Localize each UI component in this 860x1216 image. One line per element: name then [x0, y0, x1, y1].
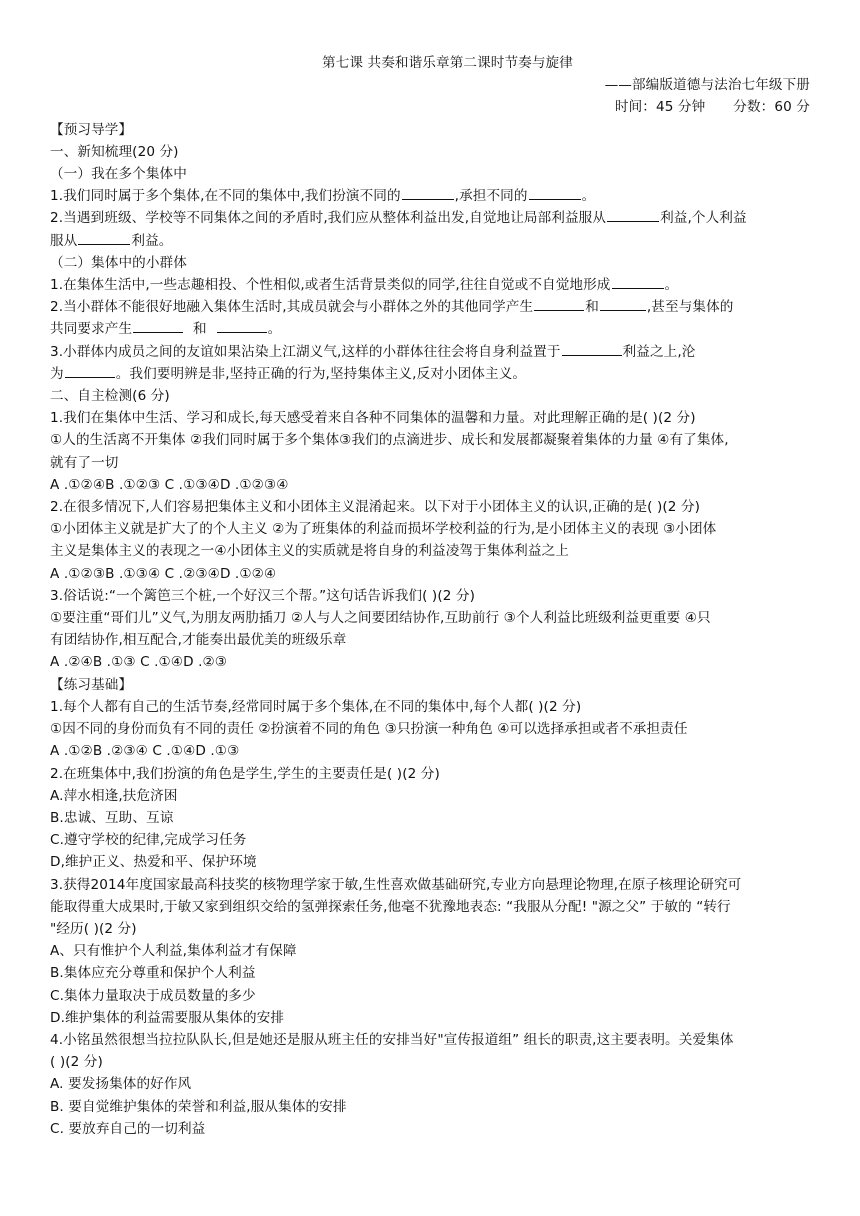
answer-blank[interactable]	[133, 318, 183, 333]
question-stem-cont: ( )(2 分)	[50, 1054, 103, 1071]
subsection-title: （二）集体中的小群体	[50, 254, 187, 271]
answer-blank[interactable]	[217, 318, 267, 333]
question-stem: 3.俗话说:“一个篱笆三个桩,一个好汉三个帮。”这句话告诉我们( )(2 分)	[50, 587, 475, 604]
fill-question: 3.小群体内成员之间的友谊如果沾染上江湖义气,这样的小群体往往会将自身利益置于 利益之上,沦	[50, 341, 810, 363]
fill-question-cont: 服从 利益。	[50, 230, 810, 252]
option-c[interactable]: C. 要放弃自己的一切利益	[50, 1120, 206, 1137]
fill-question: 1.在集体生活中,一些志趣相投、个性相似,或者生活背景类似的同学,往往自觉或不自觉地形成 。	[50, 274, 810, 296]
subsection-title: （一）我在多个集体中	[50, 166, 187, 183]
question-options[interactable]: A .②④B .①③ C .①④D .②③	[50, 654, 228, 671]
option-b[interactable]: B.忠诚、互助、互谅	[50, 809, 174, 826]
option-d[interactable]: D,维护正义、热爱和平、保护环境	[50, 854, 257, 871]
answer-blank[interactable]	[78, 230, 130, 245]
fill-question-cont: 共同要求产生 和 。	[50, 318, 810, 340]
option-b[interactable]: B. 要自觉维护集体的荣誉和利益,服从集体的安排	[50, 1098, 347, 1115]
question-stem: 1.每个人都有自己的生活节奏,经常同时属于多个集体,在不同的集体中,每个人都( )(2 分)	[50, 698, 582, 715]
answer-blank[interactable]	[534, 296, 584, 311]
option-a[interactable]: A. 要发扬集体的好作风	[50, 1076, 192, 1093]
page-subtitle: ——部编版道德与法治七年级下册	[604, 77, 810, 94]
option-c[interactable]: C.集体力量取决于成员数量的多少	[50, 987, 256, 1004]
total-score: 分数：60 分	[733, 99, 810, 116]
fill-question: 2.当小群体不能很好地融入集体生活时,其成员就会与小群体之外的其他同学产生 和 ,甚至与集体的	[50, 296, 810, 318]
exam-meta	[50, 96, 810, 118]
question-stem: 3.获得2014年度国家最高科技奖的核物理学家于敏,生性喜欢做基础研究,专业方向悬理论物理,在原子核理论研究可	[50, 876, 742, 893]
question-statements-cont: 有团结协作,相互配合,才能奏出最优美的班级乐章	[50, 632, 347, 649]
fill-question: 1.我们同时属于多个集体,在不同的集体中,我们扮演不同的 ,承担不同的 。	[50, 185, 810, 207]
fill-question: 2.当遇到班级、学校等不同集体之间的矛盾时,我们应从整体利益出发,自觉地让局部利益服从 利益,个人利益	[50, 207, 810, 229]
question-options[interactable]: A .①②④B .①②③ C .①③④D .①②③④	[50, 476, 289, 493]
question-stem: 2.在很多情况下,人们容易把集体主义和小团体主义混淆起来。以下对于小团体主义的认识,正确的是( )(2 分)	[50, 499, 701, 516]
answer-blank[interactable]	[600, 296, 646, 311]
question-statements: ①要注重“哥们儿”义气,为朋友两肋插刀 ②人与人之间要团结协作,互助前行 ③个人利益比班级利益更重要 ④只	[50, 610, 711, 627]
option-d[interactable]: D.维护集体的利益需要服从集体的安排	[50, 1009, 285, 1026]
answer-blank[interactable]	[607, 207, 659, 222]
question-options[interactable]: A .①②B .②③④ C .①④D .①③	[50, 743, 240, 760]
option-b[interactable]: B.集体应充分尊重和保护个人利益	[50, 965, 256, 982]
answer-blank[interactable]	[562, 341, 622, 356]
question-stem-cont: "经历( )(2 分)	[50, 920, 137, 937]
option-a[interactable]: A.萍水相逢,扶危济困	[50, 787, 178, 804]
question-stem-cont: 能取得重大成果时,于敏又家到组织交给的氢弹探索任务,他毫不犹豫地表态: “我服从分配! "源之父” 于敏的 “转行	[50, 898, 731, 915]
question-stem: 1.我们在集体中生活、学习和成长,每天感受着来自各种不同集体的温馨和力量。对此理解正确的是( )(2 分)	[50, 410, 696, 427]
question-statements-cont: 就有了一切	[50, 454, 119, 471]
question-stem: 4.小铭虽然很想当拉拉队队长,但是她还是服从班主任的安排当好"宣传报道组” 组长的职责,这主要表明。关爱集体	[50, 1031, 734, 1048]
answer-blank[interactable]	[402, 185, 454, 200]
option-c[interactable]: C.遵守学校的纪律,完成学习任务	[50, 832, 247, 849]
answer-blank[interactable]	[612, 274, 664, 289]
question-options[interactable]: A .①②③B .①③④ C .②③④D .①②④	[50, 565, 277, 582]
answer-blank[interactable]	[65, 363, 115, 378]
question-stem: 2.在班集体中,我们扮演的角色是学生,学生的主要责任是( )(2 分)	[50, 765, 440, 782]
section-heading-practice: 【练习基础】	[50, 676, 133, 693]
section-heading-preview: 【预习导学】	[50, 121, 133, 138]
question-statements: ①人的生活离不开集体 ②我们同时属于多个集体③我们的点滴进步、成长和发展都凝聚着集体的力量 ④有了集体,	[50, 432, 729, 449]
part-title-selfcheck: 二、自主检测(6 分)	[50, 388, 170, 405]
question-statements: ①小团体主义就是扩大了的个人主义 ②为了班集体的利益而损坏学校利益的行为,是小团体主义的表现 ③小团体	[50, 521, 717, 538]
part-title-knowledge: 一、新知梳理(20 分)	[50, 143, 179, 160]
question-statements: ①因不同的身份而负有不同的责任 ②扮演着不同的角色 ③只扮演一种角色 ④可以选择承担或者不承担责任	[50, 721, 688, 738]
fill-question-cont: 为 。我们要明辨是非,坚持正确的行为,坚持集体主义,反对小团体主义。	[50, 363, 810, 385]
answer-blank[interactable]	[529, 185, 581, 200]
page-title: 第七课 共奏和谐乐章第二课时节奏与旋律	[322, 55, 573, 71]
time-limit: 时间：45 分钟	[614, 99, 706, 116]
option-a[interactable]: A、只有惟护个人利益,集体利益才有保障	[50, 943, 297, 960]
question-statements-cont: 主义是集体主义的表现之一④小团体主义的实质就是将自身的利益凌驾于集体利益之上	[50, 543, 569, 560]
